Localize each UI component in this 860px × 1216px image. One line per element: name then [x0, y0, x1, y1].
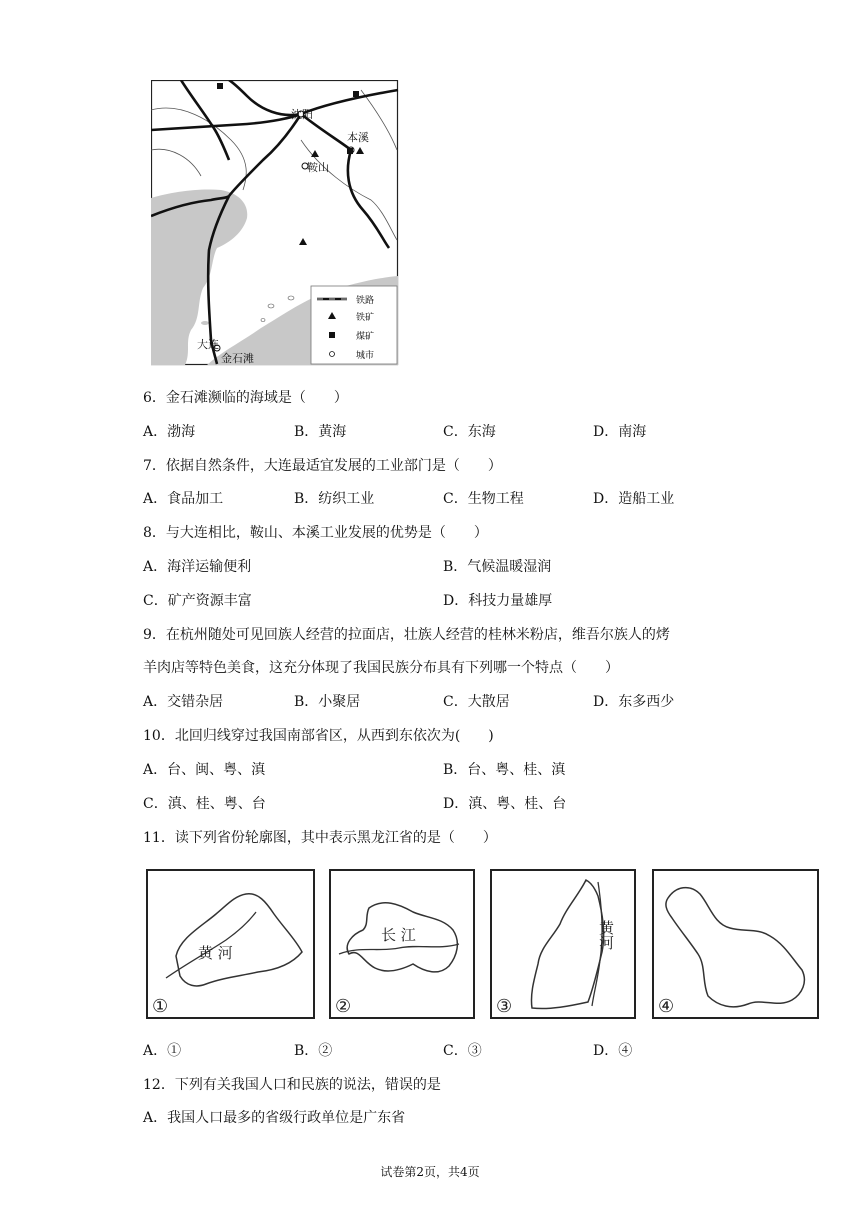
outline-figure-3 [490, 868, 637, 1020]
q11-option-d: D．④ [593, 1043, 633, 1059]
q11-option-b: B．② [294, 1043, 333, 1059]
label-anshan: 鞍山 [307, 161, 329, 174]
coal-mine-icon [353, 91, 359, 97]
q9-option-b: B．小聚居 [294, 694, 361, 710]
q11-option-c: C．③ [443, 1043, 482, 1059]
q9-option-a: A．交错杂居 [143, 694, 224, 710]
q12-option-a: A．我国人口最多的省级行政单位是广东省 [143, 1110, 406, 1126]
liaoning-map [151, 80, 399, 366]
q8-option-b: B．气候温暖湿润 [443, 559, 552, 575]
label-jinshitan: 金石滩 [221, 352, 254, 365]
coal-mine-icon [217, 83, 223, 89]
legend-city-icon [330, 352, 335, 357]
q9-option-c: C．大散居 [443, 694, 510, 710]
outline-1-river: 黄 河 [198, 944, 233, 962]
q9-option-d: D．东多西少 [593, 694, 675, 710]
outline-figure-2 [329, 868, 476, 1020]
label-shenyang: 沈阳 [291, 108, 313, 121]
question-8-stem: 8．与大连相比，鞍山、本溪工业发展的优势是（ ） [143, 525, 488, 541]
q7-option-b: B．纺织工业 [294, 491, 375, 507]
q8-option-c: C．矿产资源丰富 [143, 593, 252, 609]
question-7-stem: 7．依据自然条件，大连最适宜发展的工业部门是（ ） [143, 458, 502, 474]
q8-option-d: D．科技力量雄厚 [443, 593, 553, 609]
legend-city: 城市 [356, 351, 375, 361]
outline-3-number: ③ [496, 996, 513, 1017]
q7-option-a: A．食品加工 [143, 491, 224, 507]
q10-option-c: C．滇、桂、粤、台 [143, 796, 266, 812]
q7-option-d: D．造船工业 [593, 491, 675, 507]
coal-mine-icon [347, 148, 353, 154]
question-10-stem: 10．北回归线穿过我国南部省区，从西到东依次为( ) [143, 728, 494, 744]
question-12-stem: 12．下列有关我国人口和民族的说法，错误的是 [143, 1077, 441, 1093]
question-9-stem-cont: 羊肉店等特色美食，这充分体现了我国民族分布具有下列哪一个特点（ ） [143, 660, 619, 676]
q8-option-a: A．海洋运输便利 [143, 559, 252, 575]
question-11-stem: 11．读下列省份轮廓图，其中表示黑龙江省的是（ ） [143, 830, 497, 846]
q6-option-d: D．南海 [593, 424, 647, 440]
page-footer: 试卷第2页，共4页 [380, 1165, 480, 1179]
outline-figure-1 [146, 868, 316, 1020]
legend-coal-icon [329, 332, 335, 338]
map-legend [311, 286, 397, 364]
q7-option-c: C．生物工程 [443, 491, 524, 507]
legend-coal: 煤矿 [356, 332, 375, 342]
q11-option-a: A．① [143, 1043, 182, 1059]
q6-option-b: B．黄海 [294, 424, 347, 440]
q10-option-a: A．台、闽、粤、滇 [143, 762, 266, 778]
question-9-stem: 9．在杭州随处可见回族人经营的拉面店，壮族人经营的桂林米粉店，维吾尔族人的烤 [143, 627, 670, 643]
outline-4-number: ④ [658, 996, 675, 1017]
q6-option-c: C．东海 [443, 424, 496, 440]
outline-1-number: ① [152, 996, 169, 1017]
q10-option-d: D．滇、粤、桂、台 [443, 796, 567, 812]
q10-option-b: B．台、粤、桂、滇 [443, 762, 566, 778]
label-dalian: 大连 [197, 338, 219, 351]
question-6-stem: 6．金石滩濒临的海域是（ ） [143, 390, 348, 406]
q6-option-a: A．渤海 [143, 424, 196, 440]
legend-iron: 铁矿 [356, 313, 375, 323]
outline-figure-4 [652, 868, 820, 1020]
outline-2-number: ② [335, 996, 352, 1017]
outline-2-river: 长 江 [381, 926, 416, 944]
label-benxi: 本溪 [347, 131, 369, 144]
outline-3-river: 黄河 [597, 920, 615, 950]
legend-railway: 铁路 [356, 296, 375, 306]
